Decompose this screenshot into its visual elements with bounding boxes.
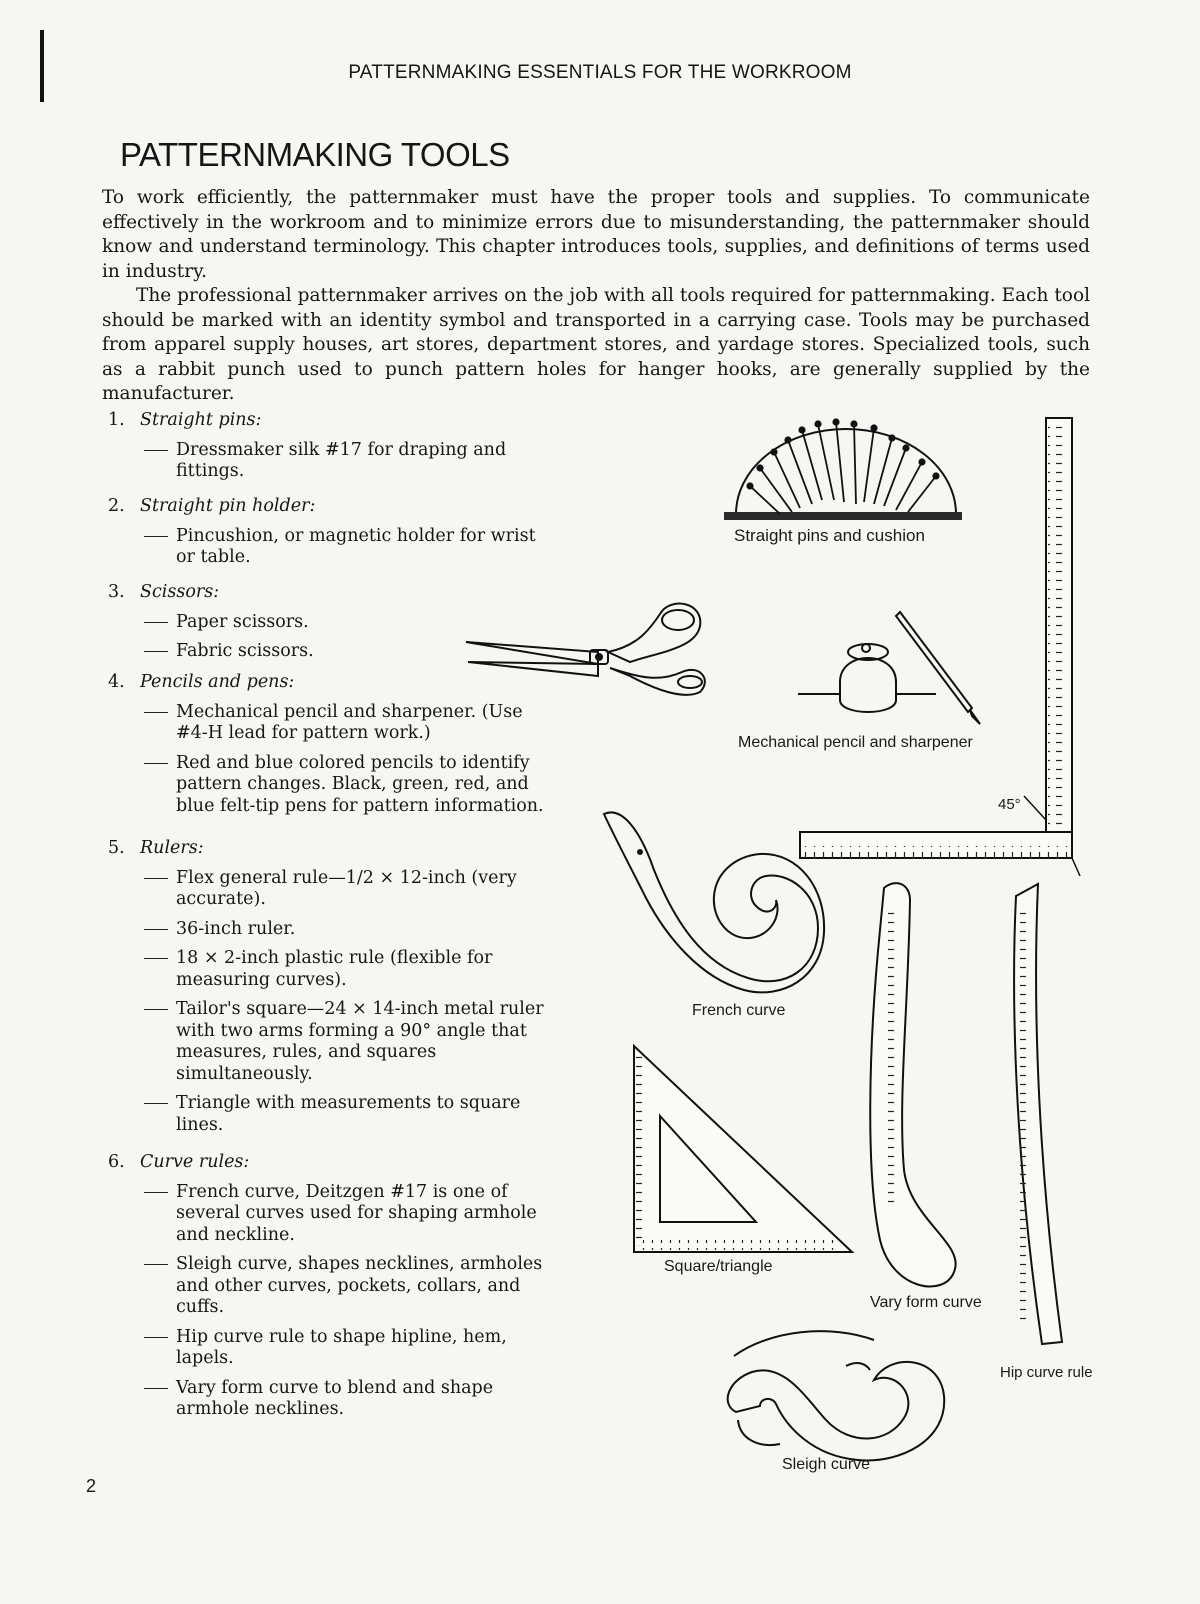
check-blank: [144, 612, 168, 623]
intro-paragraph-1: To work efficiently, the patternmaker must have the proper tools and supplies. To communicate effectively in the workroom and to minimize errors due to misunderstanding, the patternmaker should know and understand terminology. This chapter introduces tools, supplies, and definitions of terms used in industry.: [102, 187, 1090, 282]
category-number: 2.: [108, 496, 125, 516]
tool-item: [144, 612, 548, 634]
check-blank: [144, 948, 168, 959]
tool-item: [144, 919, 548, 941]
caption-pencil-sharpener: Mechanical pencil and sharpener: [738, 734, 973, 751]
tool-item: [144, 1093, 548, 1136]
check-blank: [144, 1093, 168, 1104]
french-curve-illustration: [604, 812, 824, 992]
tool-item-text: Flex general rule—1/2 × 12-inch (very accurate).: [176, 867, 517, 909]
vary-form-curve-illustration: [870, 883, 955, 1286]
tool-item: [144, 1378, 548, 1421]
tool-item-text: Dressmaker silk #17 for draping and fittings.: [176, 439, 507, 481]
tool-category-pin-holder: [108, 496, 548, 569]
tool-item-text: Sleigh curve, shapes necklines, armholes and other curves, pockets, collars, and cuffs.: [176, 1254, 543, 1317]
tool-category-scissors: [108, 582, 548, 663]
tool-item-text: French curve, Deitzgen #17 is one of several curves used for shaping armhole and neckline.: [176, 1181, 537, 1245]
tool-item: [144, 999, 548, 1085]
category-number: 4.: [108, 672, 125, 692]
caption-sleigh-curve: Sleigh curve: [782, 1456, 871, 1473]
tool-item-text: Triangle with measurements to square lines.: [176, 1093, 521, 1135]
tool-item: [144, 1254, 548, 1319]
tool-item-text: Hip curve rule to shape hipline, hem, lapels.: [176, 1326, 507, 1368]
check-blank: [144, 868, 168, 879]
check-blank: [144, 999, 168, 1010]
running-head: PATTERNMAKING ESSENTIALS FOR THE WORKROOM: [348, 62, 852, 83]
sleigh-curve-illustration: [728, 1331, 945, 1460]
check-blank: [144, 702, 168, 713]
intro: [102, 186, 1090, 407]
tool-item: [144, 1327, 548, 1370]
check-blank: [144, 753, 168, 764]
hip-curve-rule-illustration: [1014, 884, 1062, 1344]
tool-item-text: 18 × 2-inch plastic rule (flexible for measuring curves).: [176, 948, 493, 990]
caption-hip-curve-rule: Hip curve rule: [1000, 1364, 1093, 1381]
tool-category-pencils-pens: [108, 672, 548, 817]
page-number: 2: [86, 1476, 97, 1496]
category-number: 5.: [108, 838, 125, 858]
tool-item-text: Paper scissors.: [176, 611, 309, 632]
caption-vary-form-curve: Vary form curve: [870, 1294, 982, 1311]
caption-triangle: Square/triangle: [664, 1258, 773, 1275]
tailors-square-illustration: [800, 418, 1080, 876]
tool-item-text: Fabric scissors.: [176, 641, 314, 661]
category-title: Curve rules:: [140, 1152, 250, 1172]
category-title: Pencils and pens:: [140, 672, 295, 692]
category-title: Straight pins:: [140, 410, 262, 430]
category-title: Rulers:: [140, 838, 204, 858]
tool-item-text: Tailor's square—24 × 14-inch metal ruler with two arms forming a 90° angle that measures, rules, and squares simultaneously.: [176, 999, 544, 1084]
tool-item-text: Pincushion, or magnetic holder for wrist or table.: [176, 525, 536, 567]
check-blank: [144, 1182, 168, 1193]
category-number: 3.: [108, 582, 125, 602]
category-number: 6.: [108, 1152, 125, 1172]
check-blank: [144, 641, 168, 652]
check-blank: [144, 1327, 168, 1338]
tool-item: [144, 641, 548, 663]
tool-category-rulers: [108, 838, 548, 1136]
tool-category-curve-rules: [108, 1152, 548, 1421]
check-blank: [144, 1378, 168, 1389]
tool-item: [144, 753, 548, 818]
tool-item: [144, 440, 548, 483]
pencil-sharpener-illustration: [798, 612, 980, 724]
category-title: Scissors:: [140, 582, 220, 602]
tool-item: [144, 526, 548, 569]
tool-item-text: Mechanical pencil and sharpener. (Use #4-H lead for pattern work.): [176, 701, 523, 743]
tool-item: [144, 702, 548, 745]
tool-category-straight-pins: [108, 410, 548, 483]
caption-pins-cushion: Straight pins and cushion: [734, 526, 925, 545]
pincushion-illustration: [724, 418, 962, 520]
check-blank: [144, 440, 168, 451]
caption-45-degree: 45°: [998, 796, 1021, 813]
intro-paragraph-2: The professional patternmaker arrives on the job with all tools required for patternmaking. Each tool should be marked with an identity symbol and transported in a carrying case. Tools may be purchased from apparel supply houses, art stores, department stores, and yardage stores. Specialized tools, such as a rabbit punch used to punch pattern holes for hanger hooks, are generally supplied by the manufacturer.: [102, 285, 1090, 404]
tool-item: [144, 1182, 548, 1247]
page-title: PATTERNMAKING TOOLS: [120, 136, 510, 173]
check-blank: [144, 1254, 168, 1265]
tool-item-text: 36-inch ruler.: [176, 918, 296, 939]
check-blank: [144, 526, 168, 537]
tool-item-text: Vary form curve to blend and shape armhole necklines.: [176, 1377, 494, 1419]
tool-item: [144, 868, 548, 911]
caption-french-curve: French curve: [692, 1002, 786, 1019]
tool-item-text: Red and blue colored pencils to identify pattern changes. Black, green, red, and blue felt-tip pens for pattern information.: [176, 752, 544, 816]
tool-item: [144, 948, 548, 991]
category-number: 1.: [108, 410, 125, 430]
triangle-illustration: [634, 1046, 852, 1252]
category-title: Straight pin holder:: [140, 496, 316, 516]
check-blank: [144, 919, 168, 930]
